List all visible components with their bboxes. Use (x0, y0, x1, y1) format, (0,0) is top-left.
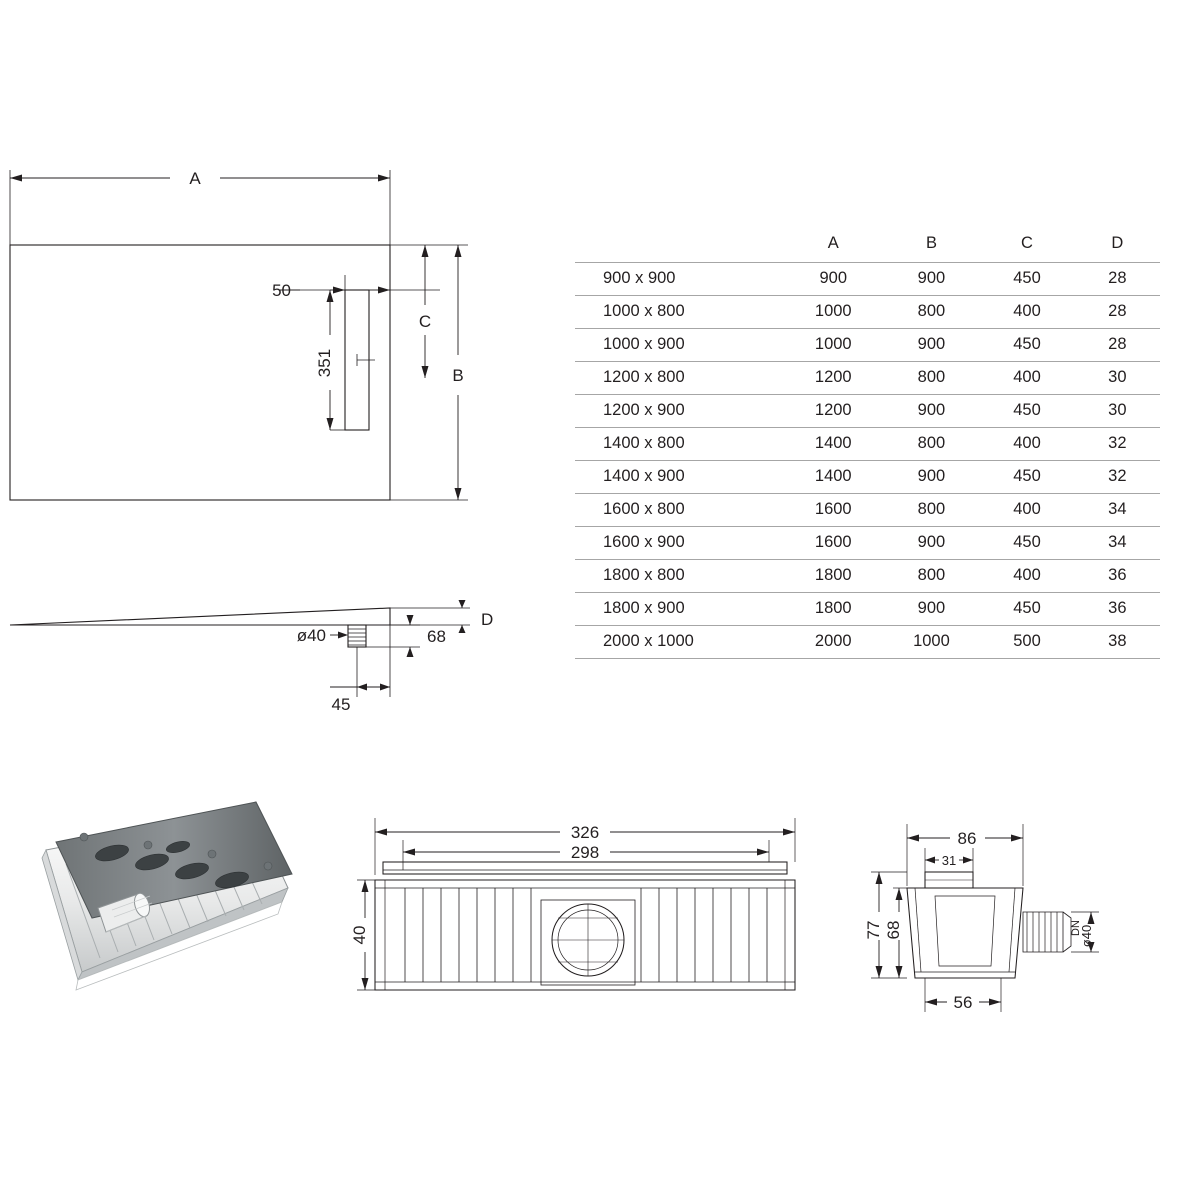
cell-size: 1600 x 800 (603, 500, 685, 518)
cell-a: 900 (819, 269, 848, 287)
table-row (575, 560, 1160, 593)
cell-size: 1600 x 900 (603, 533, 685, 551)
table-row (575, 626, 1160, 659)
cell-a: 1200 (814, 401, 852, 419)
channel-dim-298-label: 298 (570, 843, 600, 862)
cell-d: 32 (1108, 434, 1127, 452)
cell-c: 450 (1013, 401, 1041, 419)
table-row (575, 428, 1160, 461)
table-row (575, 461, 1160, 494)
table-row (575, 263, 1160, 296)
cell-a: 1000 (814, 302, 852, 320)
table-row (575, 296, 1160, 329)
cell-b: 900 (917, 401, 946, 419)
cell-c: 400 (1013, 302, 1041, 320)
cell-b: 800 (917, 566, 946, 584)
cell-size: 900 x 900 (603, 269, 676, 287)
section-dim-45-label: 45 (331, 695, 351, 714)
cell-d: 36 (1108, 599, 1127, 617)
cell-b: 800 (917, 368, 946, 386)
plan-dim-b-label: B (452, 366, 464, 385)
table-row (575, 395, 1160, 428)
trap-dim-68-label: 68 (884, 920, 903, 940)
cell-size: 1400 x 900 (603, 467, 685, 485)
cell-d: 28 (1108, 269, 1127, 287)
cell-b: 800 (917, 302, 946, 320)
trap-dim-56-label: 56 (953, 993, 973, 1012)
cell-b: 900 (917, 533, 946, 551)
trap-outlet-diameter-label: ø40 (1079, 924, 1094, 948)
trap-outlet-dn-label: DN (1070, 920, 1082, 936)
trap-dim-77-label: 77 (864, 920, 883, 940)
plan-dim-50-label: 50 (272, 281, 291, 300)
channel-front-view-drawing (345, 800, 825, 1030)
cell-size: 1200 x 900 (603, 401, 685, 419)
cell-a: 1800 (814, 566, 852, 584)
table-row (575, 527, 1160, 560)
trap-side-view-drawing (855, 800, 1115, 1030)
dimension-table (575, 228, 1160, 659)
cell-size: 1000 x 800 (603, 302, 685, 320)
plan-dim-351-label: 351 (315, 348, 334, 378)
cell-a: 1200 (814, 368, 852, 386)
cell-b: 900 (917, 335, 946, 353)
cell-c: 500 (1013, 632, 1041, 650)
cell-size: 1800 x 900 (603, 599, 685, 617)
section-view-drawing (0, 575, 520, 765)
cell-c: 400 (1013, 566, 1041, 584)
cell-size: 1400 x 800 (603, 434, 685, 452)
cell-c: 450 (1013, 269, 1041, 287)
cell-b: 900 (917, 467, 946, 485)
trap-dim-31-label: 31 (941, 853, 957, 868)
cell-c: 400 (1013, 434, 1041, 452)
channel-3d-illustration (20, 790, 340, 1020)
cell-a: 1000 (814, 335, 852, 353)
cell-c: 450 (1013, 335, 1041, 353)
channel-dim-40-label: 40 (350, 925, 369, 945)
channel-dim-326-label: 326 (570, 823, 600, 842)
cell-a: 1600 (814, 500, 852, 518)
cell-d: 38 (1108, 632, 1127, 650)
cell-d: 34 (1108, 533, 1127, 551)
cell-a: 1400 (814, 467, 852, 485)
cell-size: 2000 x 1000 (603, 632, 694, 650)
table-row (575, 494, 1160, 527)
cell-c: 450 (1013, 467, 1041, 485)
cell-a: 1800 (814, 599, 852, 617)
cell-c: 450 (1013, 533, 1041, 551)
table-row (575, 329, 1160, 362)
plan-dim-a-label: A (189, 169, 201, 188)
cell-b: 900 (917, 269, 946, 287)
cell-size: 1800 x 800 (603, 566, 685, 584)
cell-d: 30 (1108, 401, 1127, 419)
table-header-d: D (1111, 234, 1124, 252)
cell-c: 400 (1013, 368, 1041, 386)
cell-d: 34 (1108, 500, 1127, 518)
cell-size: 1000 x 900 (603, 335, 685, 353)
table-row (575, 362, 1160, 395)
cell-d: 36 (1108, 566, 1127, 584)
cell-size: 1200 x 800 (603, 368, 685, 386)
cell-b: 900 (917, 599, 946, 617)
cell-b: 800 (917, 434, 946, 452)
table-header-c: C (1021, 234, 1033, 252)
table-header-row (575, 228, 1160, 263)
cell-c: 400 (1013, 500, 1041, 518)
cell-c: 450 (1013, 599, 1041, 617)
cell-a: 1600 (814, 533, 852, 551)
table-row (575, 593, 1160, 626)
cell-d: 28 (1108, 302, 1127, 320)
cell-b: 1000 (913, 632, 950, 650)
cell-d: 30 (1108, 368, 1127, 386)
table-header-a: A (827, 234, 839, 252)
cell-d: 28 (1108, 335, 1127, 353)
section-dim-d-label: D (481, 610, 494, 629)
cell-d: 32 (1108, 467, 1127, 485)
section-dim-diameter-label: ø40 (296, 626, 326, 645)
section-dim-68-label: 68 (427, 627, 446, 646)
plan-dim-c-label: C (418, 312, 432, 331)
cell-a: 2000 (814, 632, 852, 650)
cell-a: 1400 (814, 434, 852, 452)
cell-b: 800 (917, 500, 946, 518)
table-header-b: B (925, 234, 937, 252)
trap-dim-86-label: 86 (957, 829, 977, 848)
table-header-size (575, 228, 783, 263)
